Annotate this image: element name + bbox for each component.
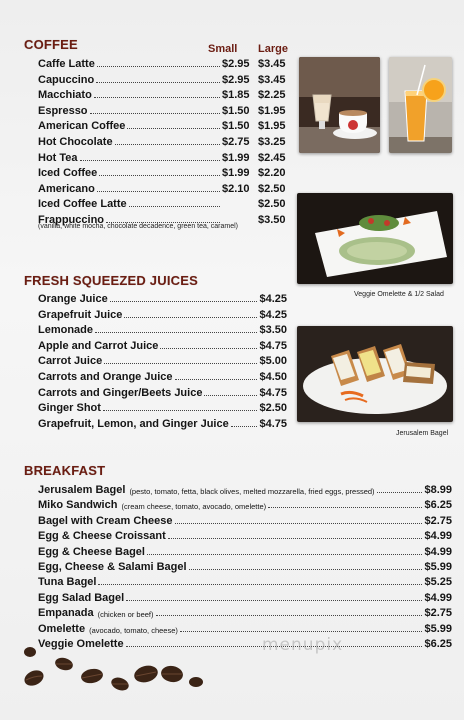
coffee-item [38,133,288,148]
item-price: $6.25 [424,499,452,512]
item-name: Carrots and Ginger/Beets Juice [38,386,203,399]
small-column-label: Small [208,43,238,55]
omelette-photo [297,193,453,284]
item-price: $8.99 [424,484,452,496]
item-note: (avocado, tomato, cheese) [89,625,178,635]
large-price: $2.25 [258,89,286,102]
coffee-item [38,86,288,101]
item-price: $4.99 [424,591,452,604]
frappuccino-note: (vanilla, white mocha, chocolate decadence, green tea, caramel) [38,223,238,230]
omelette-caption: Veggie Omelette & 1/2 Salad [354,291,444,298]
large-price: $1.95 [258,120,286,133]
dot-leader [377,492,423,493]
item-name: Hot Chocolate [38,136,113,148]
large-column-label: Large [258,43,288,55]
item-name: Carrot Juice [38,355,103,368]
item-price: $5.25 [424,576,452,589]
item-note: (chicken or beef) [97,610,154,620]
item-name: Egg Salad Bagel [38,591,125,604]
watermark: menupix [262,635,344,655]
juice-item [38,415,287,430]
juice-item [38,290,287,305]
bagel-photo [297,326,453,422]
item-price: $4.25 [259,308,287,321]
small-price: $2.95 [222,58,250,70]
breakfast-item [38,543,452,558]
dot-leader [127,128,220,129]
dot-leader [129,206,220,207]
orange-juice-photo [389,57,452,153]
coffee-beans-decoration [20,644,220,704]
dot-leader [97,191,220,192]
dot-leader [156,615,423,616]
large-price: $3.45 [258,73,286,86]
item-price: $5.99 [424,622,452,635]
large-price: $2.20 [258,167,286,180]
item-price: $4.25 [259,293,287,305]
dot-leader [99,175,220,176]
item-price: $2.75 [424,514,452,527]
item-name: American Coffee [38,120,126,133]
item-price: $6.25 [424,638,452,650]
juice-item [38,368,287,383]
item-price: $4.50 [259,371,287,383]
juice-item [38,321,287,336]
item-name: Ginger Shot [38,402,101,415]
dot-leader [168,538,423,539]
small-price: $1.99 [222,151,250,164]
dot-leader [94,97,220,98]
dot-leader [80,160,220,161]
dot-leader [98,584,422,585]
juice-item [38,337,287,352]
large-price: $2.45 [258,151,286,164]
latte-photo [299,57,380,153]
coffee-item [38,117,288,132]
item-name: Miko Sandwich [38,499,118,512]
item-price: $4.99 [424,545,452,558]
item-price: $2.50 [259,402,287,415]
large-price: $3.45 [258,58,286,70]
item-price: $3.50 [259,324,287,337]
item-name: Bagel with Cream Cheese [38,514,173,527]
small-price: $2.10 [222,182,250,195]
item-name: Americano [38,182,95,195]
dot-leader [189,569,423,570]
large-price: $1.95 [258,104,286,117]
dot-leader [124,317,257,318]
item-name: Lemonade [38,324,94,337]
item-name: Grapefruit, Lemon, and Ginger Juice [38,417,229,430]
item-name: Hot Tea [38,151,78,164]
breakfast-item [38,573,452,588]
dot-leader [126,600,422,601]
item-price: $5.99 [424,561,452,573]
coffee-item [38,164,288,179]
small-price: $2.95 [222,73,250,86]
item-name: Iced Coffee Latte [38,198,127,211]
item-name: Egg & Cheese Bagel [38,545,145,558]
small-price: $1.85 [222,89,250,102]
breakfast-item [38,481,452,496]
item-price: $4.75 [259,386,287,399]
large-price: $3.25 [258,136,286,148]
juices-heading: FRESH SQUEEZED JUICES [24,273,198,288]
dot-leader [160,348,257,349]
large-price: $3.50 [258,214,286,226]
item-note: (pesto, tomato, fetta, black olives, melted mozzarella, fried eggs, pressed) [129,487,375,496]
item-price: $4.75 [259,339,287,352]
coffee-item [38,195,288,210]
item-price: $5.00 [259,355,287,368]
dot-leader [147,554,422,555]
breakfast-item [38,589,452,604]
small-price: $1.50 [222,120,250,133]
juice-item [38,352,287,367]
dot-leader [110,301,258,302]
item-name: Caffe Latte [38,58,95,70]
item-name: Jerusalem Bagel [38,484,126,496]
coffee-item [38,102,288,117]
item-name: Egg & Cheese Croissant [38,530,166,543]
breakfast-item [38,620,452,635]
item-name: Frappuccino [38,214,105,226]
small-price: $1.50 [222,104,250,117]
bagel-caption: Jerusalem Bagel [396,430,449,437]
coffee-item [38,180,288,195]
breakfast-item [38,496,452,511]
dot-leader [95,332,257,333]
dot-leader [231,426,258,427]
juice-item [38,306,287,321]
item-name: Veggie Omelette [38,638,124,650]
breakfast-item [38,604,452,619]
small-price: $1.99 [222,167,250,180]
dot-leader [180,631,423,632]
dot-leader [175,523,423,524]
dot-leader [115,144,220,145]
dot-leader [104,363,257,364]
item-name: Capuccino [38,73,95,86]
small-price: $2.75 [222,136,250,148]
coffee-item [38,71,288,86]
item-name: Tuna Bagel [38,576,97,589]
item-name: Macchiato [38,89,92,102]
item-note: (cream cheese, tomato, avocado, omelette) [121,502,267,512]
item-price: $4.99 [424,530,452,543]
dot-leader [96,82,220,83]
item-price: $4.75 [259,417,287,430]
breakfast-heading: BREAKFAST [24,463,106,478]
item-name: Omelette [38,622,86,635]
dot-leader [103,410,258,411]
juice-item [38,384,287,399]
dot-leader [204,395,257,396]
item-name: Orange Juice [38,293,108,305]
item-name: Egg, Cheese & Salami Bagel [38,561,187,573]
breakfast-item [38,512,452,527]
dot-leader [90,113,220,114]
item-name: Carrots and Orange Juice [38,371,173,383]
breakfast-item [38,527,452,542]
item-name: Espresso [38,104,88,117]
dot-leader [175,379,258,380]
item-name: Empanada [38,607,94,620]
item-price: $2.75 [424,607,452,620]
item-name: Apple and Carrot Juice [38,339,159,352]
large-price: $2.50 [258,182,286,195]
juice-item [38,399,287,414]
item-name: Grapefruit Juice [38,308,123,321]
dot-leader [268,507,422,508]
breakfast-item [38,558,452,573]
coffee-heading: COFFEE [24,37,78,52]
coffee-item [38,55,288,70]
coffee-item [38,149,288,164]
dot-leader [97,66,220,67]
large-price: $2.50 [258,198,286,211]
item-name: Iced Coffee [38,167,98,180]
